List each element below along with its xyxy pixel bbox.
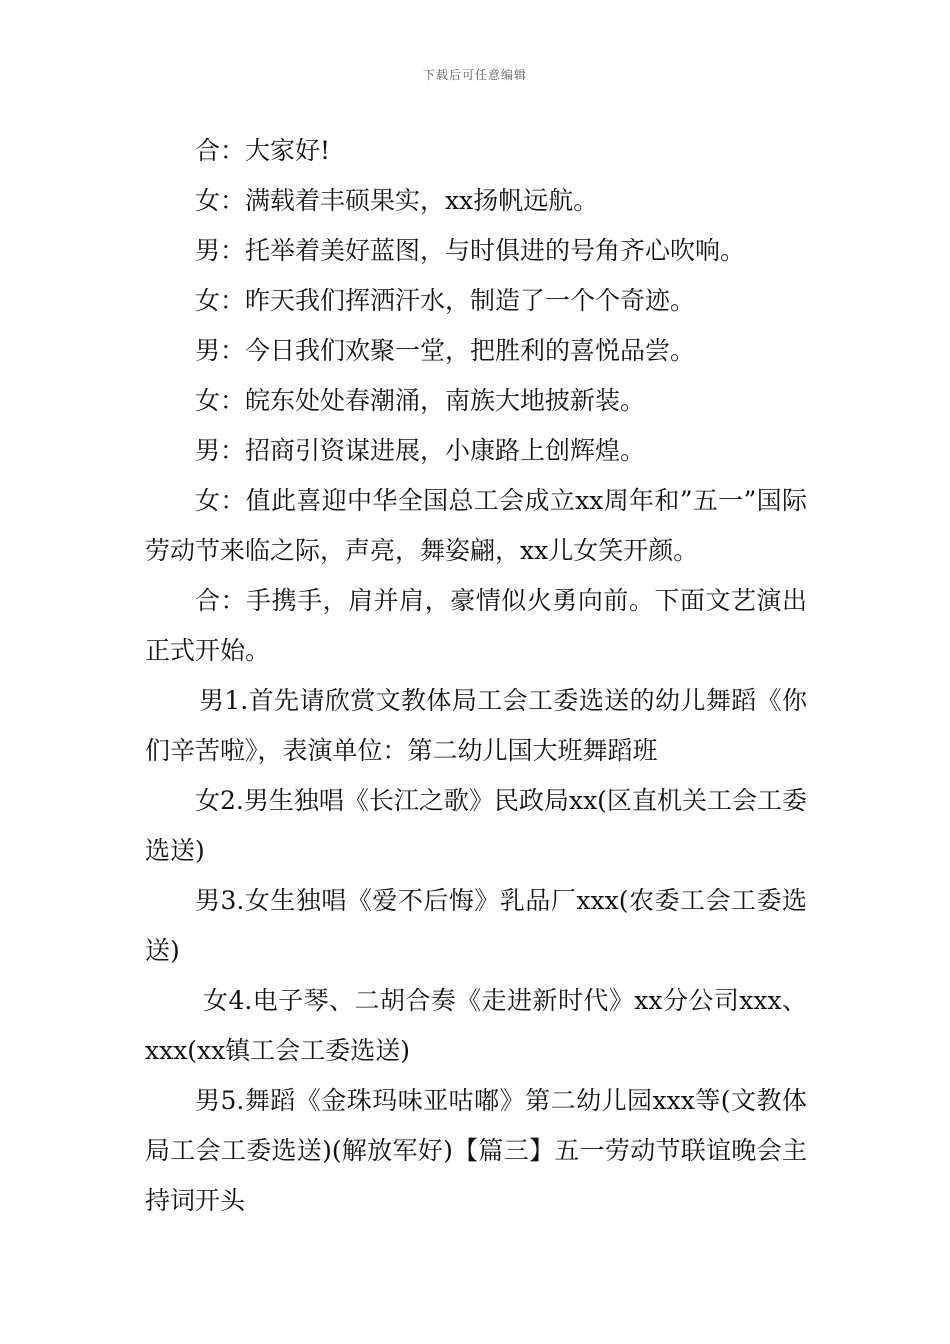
- program-item-4: 女4.电子琴、二胡合奏《走进新时代》xx分公司xxx、xxx(xx镇工会工委选送): [145, 986, 807, 1065]
- page-header: 下载后可任意编辑: [422, 68, 527, 82]
- paragraph-3: 男：托举着美好蓝图，与时俱进的号角齐心吹响。: [195, 236, 746, 265]
- program-item-3: 男3.女生独唱《爱不后悔》乳品厂xxx(农委工会工委选送): [145, 886, 807, 965]
- paragraph-2: 女：满载着丰硕果实，xx扬帆远航。: [195, 186, 599, 215]
- program-item-5: 男5.舞蹈《金珠玛味亚咕嘟》第二幼儿园xxx等(文教体局工会工委选送)(解放军好)【篇三】五一劳动节联谊晚会主持词开头: [145, 1086, 807, 1215]
- paragraph-8: 女：值此喜迎中华全国总工会成立xx周年和”五一”国际劳动节来临之际，声亮，舞姿翩，xx儿女笑开颜。: [145, 486, 807, 565]
- paragraph-5: 男：今日我们欢聚一堂，把胜利的喜悦品尝。: [195, 336, 696, 365]
- paragraph-9: 合：手携手，肩并肩，豪情似火勇向前。下面文艺演出正式开始。: [145, 586, 807, 665]
- paragraph-7: 男：招商引资谋进展，小康路上创辉煌。: [195, 436, 646, 465]
- paragraph-6: 女：皖东处处春潮涌，南族大地披新装。: [195, 386, 646, 415]
- paragraph-4: 女：昨天我们挥洒汗水，制造了一个个奇迹。: [195, 286, 696, 315]
- paragraph-1: 合：大家好!: [195, 136, 331, 165]
- program-item-2: 女2.男生独唱《长江之歌》民政局xx(区直机关工会工委选送): [145, 786, 807, 865]
- program-item-1: 男1.首先请欣赏文教体局工会工委选送的幼儿舞蹈《你们辛苦啦》，表演单位：第二幼儿国大班舞蹈班: [145, 686, 807, 765]
- document-body: [145, 126, 807, 1226]
